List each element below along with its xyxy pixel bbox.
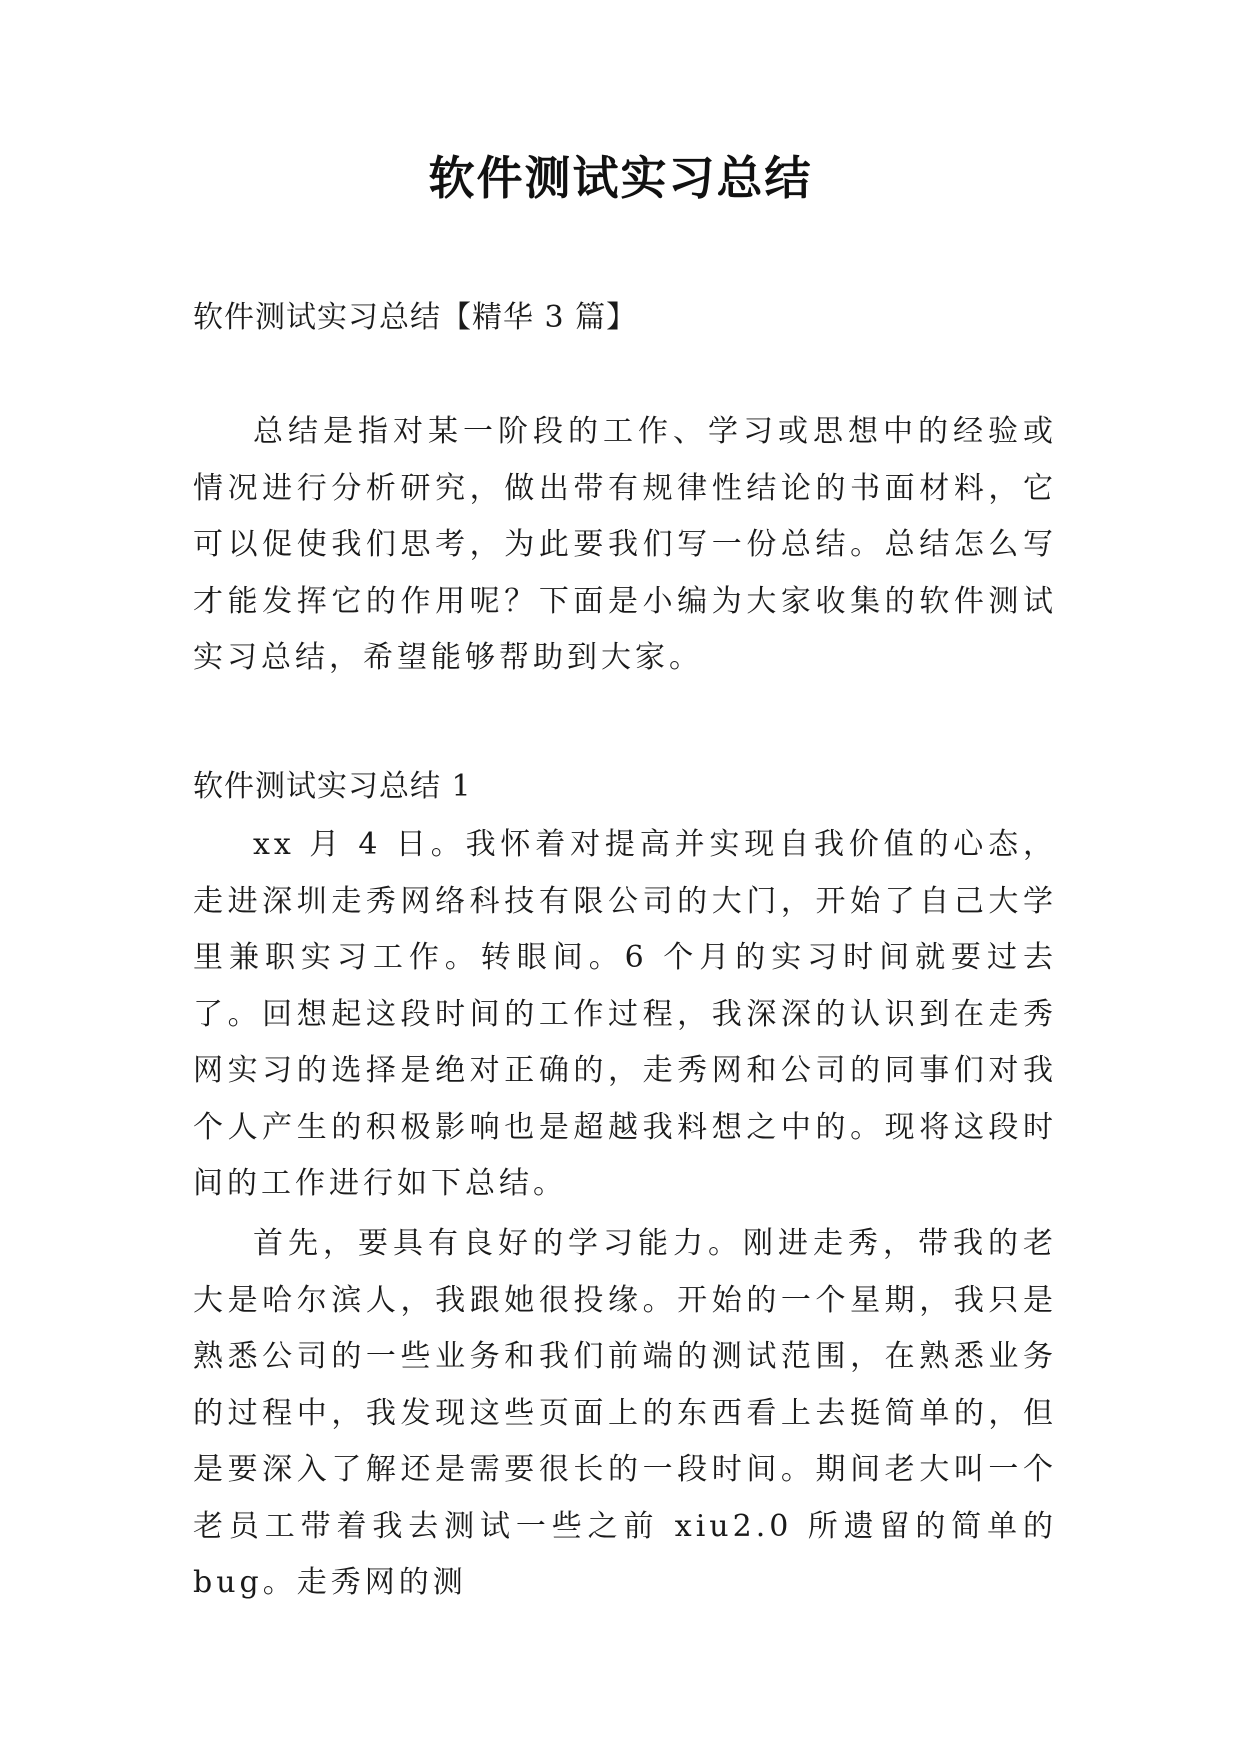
document-subtitle: 软件测试实习总结【精华 3 篇】 xyxy=(193,300,638,335)
body-paragraph: xx 月 4 日。我怀着对提高并实现自我价值的心态，走进深圳走秀网络科技有限公司的大门，开始了自己大学里兼职实习工作。转眼间。6 个月的实习时间就要过去了。回想起这段时间的工作过程，我深深的认识到在走秀网实习的选择是绝对正确的，走秀网和公司的同事们对我个人产生的积极影响也是超越我料想之中的。现将这段时间的工作进行如下总结。 xyxy=(193,827,1057,1201)
document-title: 软件测试实习总结 xyxy=(428,151,813,205)
body-paragraph: 首先，要具有良好的学习能力。刚进走秀，带我的老大是哈尔滨人，我跟她很投缘。开始的一个星期，我只是熟悉公司的一些业务和我们前端的测试范围，在熟悉业务的过程中，我发现这些页面上的东西看上去挺简单的，但是要深入了解还是需要很长的一段时间。期间老大叫一个老员工带着我去测试一些之前 xiu2.0 所遗留的简单的 bug。走秀网的测 xyxy=(193,1226,1057,1600)
section-heading: 软件测试实习总结 1 xyxy=(193,769,472,804)
intro-paragraph: 总结是指对某一阶段的工作、学习或思想中的经验或情况进行分析研究，做出带有规律性结论的书面材料，它可以促使我们思考，为此要我们写一份总结。总结怎么写才能发挥它的作用呢？下面是小编为大家收集的软件测试实习总结，希望能够帮助到大家。 xyxy=(193,414,1057,675)
